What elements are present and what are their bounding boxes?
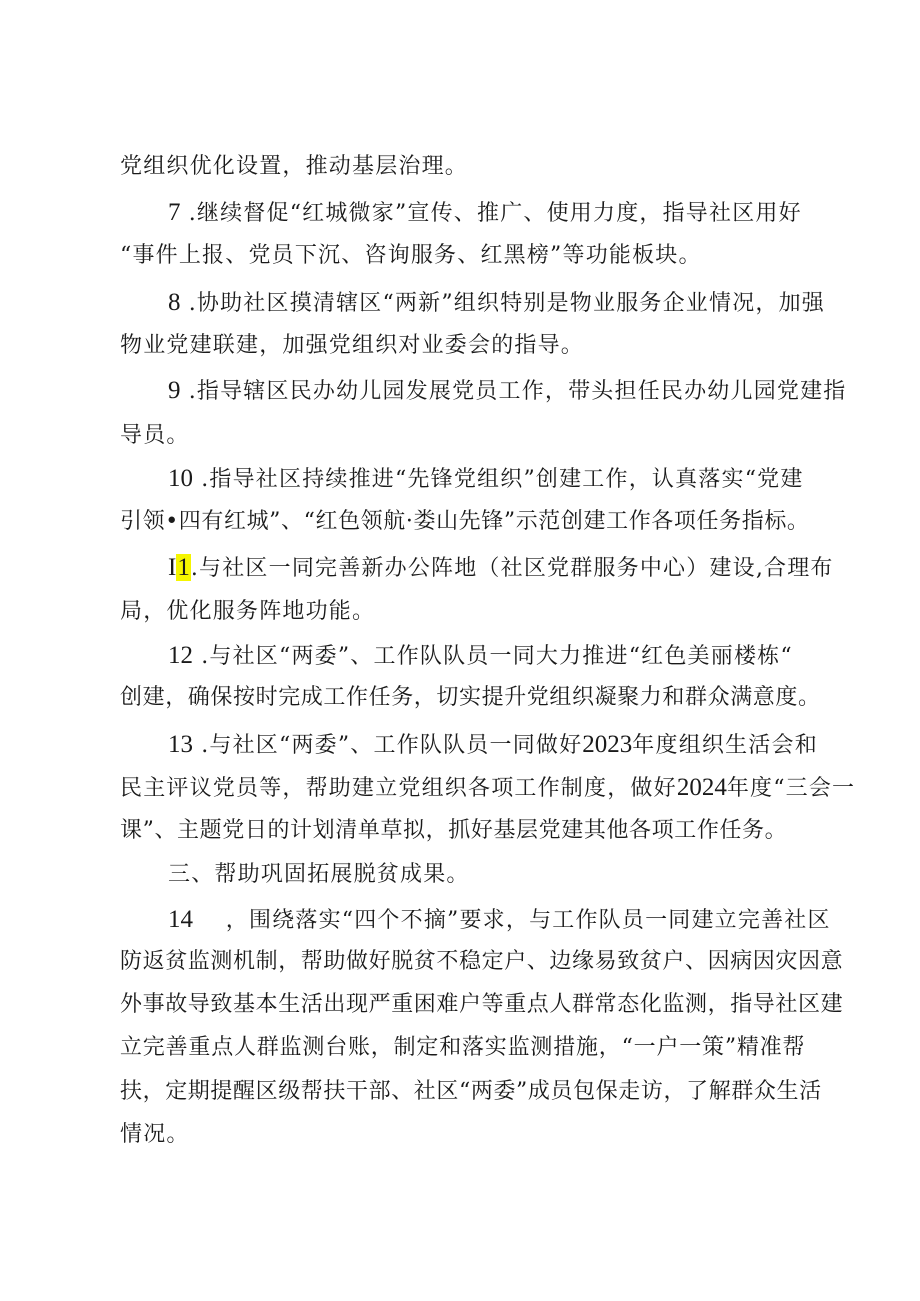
line-text: 党组织优化设置，推动基层治理。 xyxy=(120,154,469,179)
item-number: 10 xyxy=(168,465,193,492)
line-text: .指导社区持续推进“先锋党组织”创建工作，认真落实“党建 xyxy=(201,467,804,492)
line-text: .协助社区摸清辖区“两新”组织特别是物业服务企业情况，加强 xyxy=(188,291,825,316)
text-line xyxy=(120,1077,822,1107)
text-line xyxy=(120,773,855,804)
line-text: “事件上报、党员下沉、咨询服务、红黑榜”等功能板块。 xyxy=(120,243,702,268)
line-text: 局，优化服务阵地功能。 xyxy=(120,599,376,624)
line-text: 课”、主题党日的计划清单草拟，抓好基层党建其他各项工作任务。 xyxy=(120,818,788,843)
line-text: 导员。 xyxy=(120,423,190,448)
line-text: 立完善重点人群监测台账，制定和落实监测措施，“一户一策”精准帮 xyxy=(120,1035,806,1060)
year-number: 2023 xyxy=(582,731,633,758)
line-text: 年度组织生活会和 xyxy=(632,733,818,758)
list-item-8 xyxy=(168,288,825,319)
item-number: 14 xyxy=(168,906,193,933)
text-line xyxy=(120,1120,190,1150)
line-text: .继续督促“红城微家”宣传、推广、使用力度，指导社区用好 xyxy=(188,201,802,226)
item-number: 9 xyxy=(168,377,181,404)
text-line xyxy=(120,507,810,537)
line-text: 防返贫监测机制，帮助做好脱贫不稳定户、边缘易致贫户、因病因灾因意 xyxy=(120,949,844,974)
line-text: .与社区一同完善新办公阵地（社区党群服务中心）建设,合理布 xyxy=(190,556,834,581)
line-text: ，围绕落实“四个不摘”要求，与工作队员一同建立完善社区 xyxy=(225,908,831,933)
list-item-11 xyxy=(168,553,834,584)
text-line xyxy=(120,331,584,361)
section-heading xyxy=(168,860,470,890)
text-line xyxy=(120,152,468,182)
text-line xyxy=(120,947,843,977)
item-number-prefix: I xyxy=(168,554,177,581)
list-item-13 xyxy=(168,730,818,761)
text-line xyxy=(120,990,843,1020)
line-text: 物业党建联建，加强党组织对业委会的指导。 xyxy=(120,333,585,358)
line-text: .与社区“两委”、工作队队员一同做好 xyxy=(201,733,583,758)
line-text: 引领•四有红城”、“红色领航·娄山先锋”示范创建工作各项任务指标。 xyxy=(120,509,810,534)
text-line xyxy=(120,421,190,451)
line-text: 年度“三会一 xyxy=(726,776,856,801)
line-text: 扶，定期提醒区级帮扶干部、社区“两委”成员包保走访，了解群众生活 xyxy=(120,1079,822,1104)
item-number: 12 xyxy=(168,642,193,669)
text-line xyxy=(120,597,375,627)
item-number: 7 xyxy=(168,199,181,226)
heading-text: 三、帮助巩固拓展脱贫成果。 xyxy=(168,862,470,887)
list-item-14 xyxy=(168,905,831,936)
text-line xyxy=(120,1033,805,1063)
text-line xyxy=(120,683,821,713)
line-text: 外事故导致基本生活出现严重困难户等重点人群常态化监测，指导社区建 xyxy=(120,992,844,1017)
line-text: 情况。 xyxy=(120,1122,190,1147)
item-number: 13 xyxy=(168,731,193,758)
line-text: 民主评议党员等，帮助建立党组织各项工作制度，做好 xyxy=(120,776,677,801)
text-line xyxy=(120,816,787,846)
year-number: 2024 xyxy=(676,774,727,801)
list-item-12 xyxy=(168,641,793,672)
text-line xyxy=(120,241,702,271)
list-item-7 xyxy=(168,198,802,229)
list-item-9 xyxy=(168,376,847,407)
line-text: 创建，确保按时完成工作任务，切实提升党组织凝聚力和群众满意度。 xyxy=(120,685,821,710)
item-number: 8 xyxy=(168,289,181,316)
line-text: .指导辖区民办幼儿园发展党员工作，带头担任民办幼儿园党建指 xyxy=(188,379,847,404)
list-item-10 xyxy=(168,464,804,495)
highlighted-number: 1 xyxy=(177,554,190,581)
line-text: .与社区“两委”、工作队队员一同大力推进“红色美丽楼栋“ xyxy=(201,644,793,669)
